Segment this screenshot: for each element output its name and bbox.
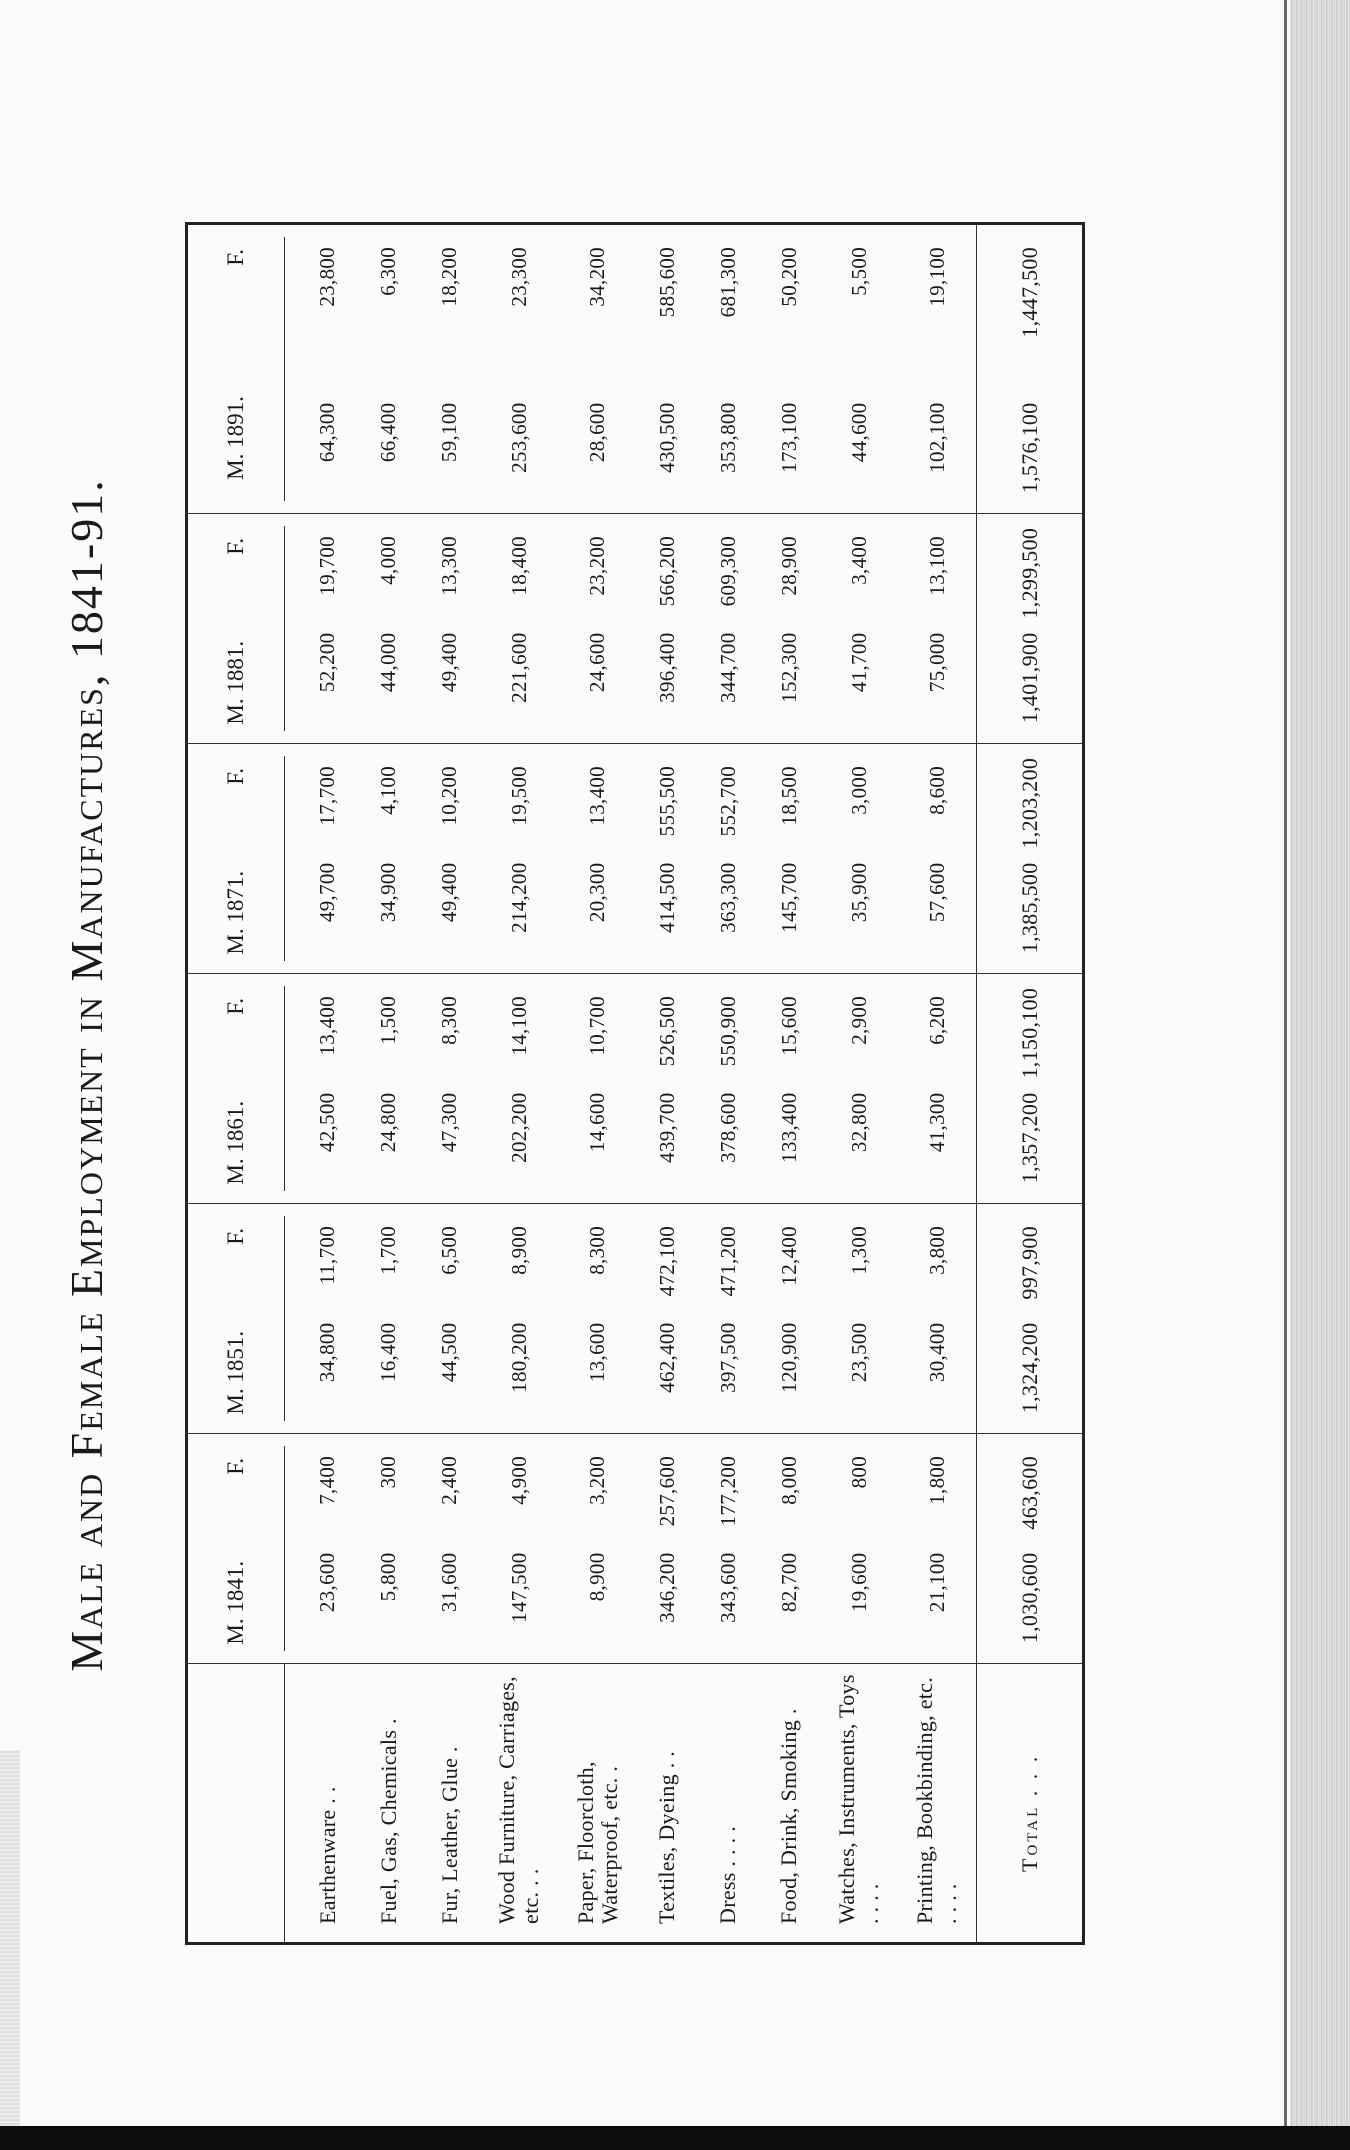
cell-f-1891: 6,300	[376, 247, 401, 296]
cell-m-1841: 343,600	[698, 1539, 759, 1664]
cell-m-1861: 378,600	[698, 1079, 759, 1204]
cell-f-1871: 555,500	[654, 766, 679, 837]
cell-f-1881: 3,400	[846, 536, 871, 585]
year-label: 1871.	[222, 870, 248, 923]
cell-m-1841: 31,600	[419, 1539, 480, 1664]
cell-f-1881: 28,900	[776, 536, 801, 596]
cell-m-1861: 133,400	[759, 1079, 820, 1204]
cell-f-1841: 7,400	[315, 1456, 340, 1505]
cell-m-1881: 152,300	[759, 619, 820, 744]
scan-edge-right	[1290, 0, 1350, 2150]
cell-f-1851: 11,700	[315, 1226, 340, 1285]
row-label-paper-floorcloth-waterproof: Paper, Floorcloth, Waterproof, etc. .	[572, 1761, 622, 1924]
cell-m-1871: 20,300	[558, 849, 636, 974]
cell-m-1851: 397,500	[698, 1309, 759, 1434]
cell-m-1841: 8,900	[558, 1539, 636, 1664]
cell-m-1891: 64,300	[297, 389, 358, 514]
year-header-1871	[187, 744, 285, 974]
cell-m-1841: 21,100	[898, 1539, 976, 1664]
cell-f-1851: 1,700	[376, 1226, 401, 1275]
male-label: M.	[222, 1618, 248, 1645]
cell-f-1891: 23,800	[315, 247, 340, 307]
female-label: F.	[222, 1228, 248, 1245]
total-m-1881: 1,401,900	[977, 619, 1084, 744]
cell-f-1861: 550,900	[715, 996, 740, 1067]
cell-m-1841: 19,600	[820, 1539, 898, 1664]
cell-m-1861: 42,500	[297, 1079, 358, 1204]
table-row	[419, 224, 480, 1944]
year-label: 1881.	[222, 640, 248, 693]
cell-m-1851: 180,200	[480, 1309, 558, 1434]
cell-m-1841: 5,800	[358, 1539, 419, 1664]
cell-f-1891: 585,600	[654, 247, 679, 318]
total-f-1891: 1,447,500	[977, 224, 1084, 389]
cell-f-1881: 13,300	[437, 536, 462, 596]
table-row	[480, 224, 558, 1944]
cell-m-1891: 353,800	[698, 389, 759, 514]
cell-m-1881: 344,700	[698, 619, 759, 744]
table-row	[698, 224, 759, 1944]
cell-m-1881: 75,000	[898, 619, 976, 744]
cell-m-1861: 47,300	[419, 1079, 480, 1204]
cell-m-1851: 34,800	[297, 1309, 358, 1434]
table-row	[558, 224, 636, 1944]
total-label: Total . . .	[977, 1664, 1084, 1944]
cell-f-1891: 5,500	[846, 247, 871, 296]
total-m-1871: 1,385,500	[977, 849, 1084, 974]
table-row	[759, 224, 820, 1944]
cell-m-1841: 23,600	[297, 1539, 358, 1664]
cell-m-1851: 30,400	[898, 1309, 976, 1434]
cell-f-1881: 609,300	[715, 536, 740, 607]
cell-m-1871: 214,200	[480, 849, 558, 974]
cell-m-1871: 145,700	[759, 849, 820, 974]
cell-m-1881: 221,600	[480, 619, 558, 744]
cell-f-1891: 681,300	[715, 247, 740, 318]
cell-m-1861: 202,200	[480, 1079, 558, 1204]
cell-f-1861: 15,600	[776, 996, 801, 1056]
cell-m-1891: 102,100	[898, 389, 976, 514]
cell-f-1851: 471,200	[715, 1226, 740, 1297]
cell-f-1871: 10,200	[437, 766, 462, 826]
year-header-1851	[187, 1204, 285, 1434]
cell-m-1871: 363,300	[698, 849, 759, 974]
cell-m-1851: 16,400	[358, 1309, 419, 1434]
male-label: M.	[222, 698, 248, 725]
cell-m-1881: 24,600	[558, 619, 636, 744]
cell-f-1841: 257,600	[654, 1456, 679, 1527]
row-label-printing-bookbinding: Printing, Bookbinding, etc. . . . .	[912, 1676, 962, 1924]
cell-f-1871: 4,100	[376, 766, 401, 815]
cell-f-1871: 18,500	[776, 766, 801, 826]
cell-m-1881: 396,400	[637, 619, 698, 744]
row-label-dress: Dress . . . .	[715, 1825, 741, 1924]
cell-f-1861: 13,400	[315, 996, 340, 1056]
cell-f-1841: 177,200	[715, 1456, 740, 1527]
female-label: F.	[222, 249, 248, 266]
cell-m-1861: 439,700	[637, 1079, 698, 1204]
cell-m-1891: 44,600	[820, 389, 898, 514]
cell-f-1851: 8,900	[506, 1226, 531, 1275]
cell-f-1851: 8,300	[585, 1226, 610, 1275]
cell-f-1841: 800	[846, 1456, 871, 1489]
table-row	[898, 224, 976, 1944]
total-m-1861: 1,357,200	[977, 1079, 1084, 1204]
page-title: Male and Female Employment in Manufactures, 1841-91.	[61, 478, 112, 1672]
cell-f-1871: 13,400	[585, 766, 610, 826]
total-m-1891: 1,576,100	[977, 389, 1084, 514]
cell-f-1861: 10,700	[585, 996, 610, 1056]
total-m-1841: 1,030,600	[977, 1539, 1084, 1664]
table-row	[637, 224, 698, 1944]
row-label-watches-instruments-toys: Watches, Instruments, Toys . . . .	[834, 1674, 884, 1924]
cell-m-1851: 120,900	[759, 1309, 820, 1434]
cell-f-1841: 1,800	[924, 1456, 949, 1505]
cell-m-1851: 13,600	[558, 1309, 636, 1434]
female-label: F.	[222, 768, 248, 785]
cell-f-1891: 34,200	[585, 247, 610, 307]
cell-f-1861: 6,200	[924, 996, 949, 1045]
cell-m-1851: 44,500	[419, 1309, 480, 1434]
table-row	[358, 224, 419, 1944]
cell-m-1891: 430,500	[637, 389, 698, 514]
cell-f-1881: 4,000	[376, 536, 401, 585]
cell-f-1891: 23,300	[506, 247, 531, 307]
cell-f-1891: 19,100	[924, 247, 949, 307]
cell-m-1871: 49,400	[419, 849, 480, 974]
total-f-1871: 1,203,200	[977, 744, 1084, 849]
male-label: M.	[222, 1388, 248, 1415]
year-label: 1891.	[222, 396, 248, 448]
scan-edge-bottom	[0, 2126, 1350, 2150]
male-label: M.	[222, 928, 248, 955]
cell-f-1851: 1,300	[846, 1226, 871, 1275]
table-row	[820, 224, 898, 1944]
total-m-1851: 1,324,200	[977, 1309, 1084, 1434]
rotated-page-content	[60, 85, 1120, 2065]
cell-m-1891: 66,400	[358, 389, 419, 514]
female-label: F.	[222, 538, 248, 555]
cell-f-1871: 19,500	[506, 766, 531, 826]
year-header-1841	[187, 1434, 285, 1664]
cell-m-1881: 52,200	[297, 619, 358, 744]
row-label-earthenware: Earthenware . .	[314, 1786, 340, 1924]
total-f-1851: 997,900	[977, 1204, 1084, 1309]
cell-m-1871: 35,900	[820, 849, 898, 974]
cell-f-1841: 8,000	[776, 1456, 801, 1505]
total-f-1881: 1,299,500	[977, 514, 1084, 619]
cell-m-1881: 44,000	[358, 619, 419, 744]
cell-f-1881: 18,400	[506, 536, 531, 596]
row-label-fur-leather-glue: Fur, Leather, Glue .	[436, 1746, 462, 1924]
cell-m-1871: 34,900	[358, 849, 419, 974]
year-label: 1851.	[222, 1330, 248, 1383]
cell-f-1861: 2,900	[846, 996, 871, 1045]
year-header-1861	[187, 974, 285, 1204]
cell-f-1841: 3,200	[585, 1456, 610, 1505]
cell-m-1861: 24,800	[358, 1079, 419, 1204]
industry-header	[187, 1664, 285, 1944]
cell-m-1841: 82,700	[759, 1539, 820, 1664]
page-gutter-line	[1284, 0, 1287, 2150]
cell-m-1891: 253,600	[480, 389, 558, 514]
male-label: M.	[222, 453, 248, 480]
header-row	[187, 224, 285, 1944]
scan-edge-left	[0, 1750, 20, 2130]
cell-f-1851: 3,800	[924, 1226, 949, 1275]
row-label-textiles-dyeing: Textiles, Dyeing . .	[654, 1750, 680, 1924]
employment-table	[185, 222, 1085, 1945]
row-label-wood-furniture-carriages: Wood Furniture, Carriages, etc. . .	[494, 1676, 544, 1924]
cell-f-1851: 472,100	[654, 1226, 679, 1297]
cell-m-1881: 41,700	[820, 619, 898, 744]
cell-m-1841: 147,500	[480, 1539, 558, 1664]
cell-m-1871: 414,500	[637, 849, 698, 974]
cell-f-1861: 526,500	[654, 996, 679, 1067]
cell-m-1881: 49,400	[419, 619, 480, 744]
female-label: F.	[222, 998, 248, 1015]
table-row	[297, 224, 358, 1944]
cell-f-1861: 1,500	[376, 996, 401, 1045]
cell-f-1851: 12,400	[776, 1226, 801, 1286]
cell-f-1871: 3,000	[846, 766, 871, 815]
cell-f-1881: 19,700	[315, 536, 340, 596]
cell-m-1891: 59,100	[419, 389, 480, 514]
year-label: 1841.	[222, 1560, 248, 1613]
cell-f-1861: 8,300	[437, 996, 462, 1045]
cell-m-1871: 49,700	[297, 849, 358, 974]
row-label-food-drink-smoking: Food, Drink, Smoking .	[776, 1708, 802, 1924]
cell-m-1851: 462,400	[637, 1309, 698, 1434]
cell-m-1891: 173,100	[759, 389, 820, 514]
cell-m-1851: 23,500	[820, 1309, 898, 1434]
cell-f-1891: 18,200	[437, 247, 462, 307]
male-label: M.	[222, 1158, 248, 1185]
cell-f-1881: 23,200	[585, 536, 610, 596]
total-f-1841: 463,600	[977, 1434, 1084, 1539]
cell-f-1871: 8,600	[924, 766, 949, 815]
cell-f-1851: 6,500	[437, 1226, 462, 1275]
female-label: F.	[222, 1458, 248, 1475]
cell-m-1891: 28,600	[558, 389, 636, 514]
cell-m-1871: 57,600	[898, 849, 976, 974]
cell-f-1841: 4,900	[506, 1456, 531, 1505]
cell-f-1861: 14,100	[506, 996, 531, 1056]
cell-f-1891: 50,200	[776, 247, 801, 307]
cell-f-1871: 552,700	[715, 766, 740, 837]
year-label: 1861.	[222, 1100, 248, 1153]
cell-f-1881: 13,100	[924, 536, 949, 596]
cell-m-1861: 32,800	[820, 1079, 898, 1204]
total-row	[977, 224, 1084, 1944]
total-f-1861: 1,150,100	[977, 974, 1084, 1079]
cell-f-1841: 300	[376, 1456, 401, 1489]
cell-f-1871: 17,700	[315, 766, 340, 826]
cell-f-1841: 2,400	[437, 1456, 462, 1505]
header-spacer	[284, 224, 297, 1944]
year-header-1881	[187, 514, 285, 744]
row-label-fuel-gas-chemicals: Fuel, Gas, Chemicals .	[375, 1718, 401, 1924]
year-header-1891	[187, 224, 285, 514]
cell-m-1861: 14,600	[558, 1079, 636, 1204]
cell-m-1861: 41,300	[898, 1079, 976, 1204]
cell-f-1881: 566,200	[654, 536, 679, 607]
cell-m-1841: 346,200	[637, 1539, 698, 1664]
